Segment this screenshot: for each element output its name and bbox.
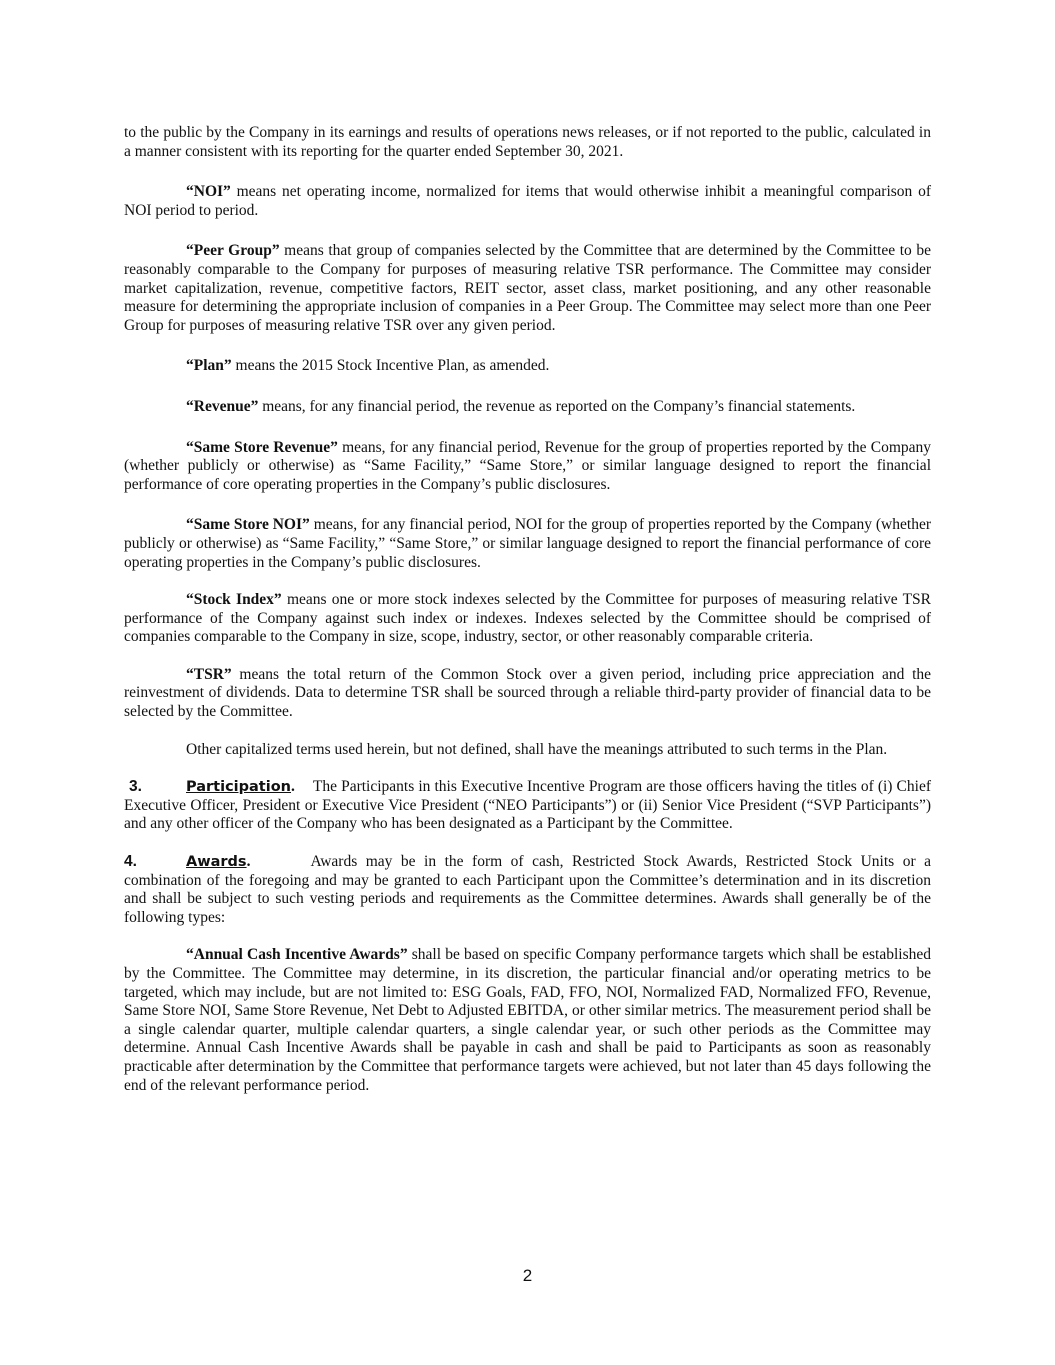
section-number: 4. bbox=[124, 853, 137, 871]
section-3-participation: 3. Participation. The Participants in this Executive Incentive Program are those officers having the titles of (i) Chief Executive Officer, President or Executive Vice President (“NEO Participants”) or (ii) Senior Vice President (“SVP Participants”) and any other officer of the Company who has been designated as a Participant by the Committee. bbox=[124, 778, 931, 833]
definition-revenue bbox=[124, 398, 931, 417]
definition-same-store-revenue bbox=[124, 439, 931, 495]
definition-text: shall be based on specific Company performance targets which shall be established by the Committee. The Committee may determine, in its discretion, the particular financial and/or operating metrics to be targeted, which may include, but are not limited to: ESG Goals, FAD, FFO, NOI, Normalized FAD, Normalized FFO, Revenue, Same Store NOI, Same Store Revenue, Net Debt to Adjusted EBITDA, or other similar metrics. The measurement period shall be a single calendar quarter, multiple calendar quarters, a single calendar year, or such other periods as the Committee may determine. Annual Cash Incentive Awards shall be payable in cash and shall be paid to Participants as soon as reasonably practicable after determination by the Committee that performance targets were achieved, but not later than 45 days following the end of the relevant performance period. bbox=[124, 946, 931, 1094]
definition-text: means net operating income, normalized for items that would otherwise inhibit a meaningful comparison of NOI period to period. bbox=[124, 183, 931, 219]
definition-stock-index bbox=[124, 591, 931, 647]
definition-text: means, for any financial period, NOI for the group of properties reported by the Company (whether publicly or otherwise) as “Same Facility,” “Same Store,” or similar language designed to report the financial performance of core operating properties in the Company’s public disclosures. bbox=[124, 516, 931, 571]
definition-term: “NOI” bbox=[186, 183, 231, 201]
section-text: Awards may be in the form of cash, Restricted Stock Awards, Restricted Stock Units or a combination of the foregoing and may be granted to each Participant upon the Committee’s determination and in its discretion and shall be subject to such vesting periods and requirements as the Committee determines. Awards shall generally be of the following types: bbox=[124, 853, 931, 926]
section-number: 3. bbox=[129, 778, 142, 796]
definition-text: means that group of companies selected by the Committee that are determined by the Committee to be reasonably comparable to the Company for purposes of measuring relative TSR performance. The Committee may consider market capitalization, revenue, competitive factors, REIT sector, asset class, market positioning, and any other reasonable measure for determining the appropriate inclusion of companies in a Peer Group. The Committee may select more than one Peer Group for purposes of measuring relative TSR over any given period. bbox=[124, 242, 931, 334]
definition-plan bbox=[124, 357, 931, 376]
definition-text: means one or more stock indexes selected by the Committee for purposes of measuring relative TSR performance of the Company against such index or indexes. Indexes selected by the Committee should be comprised of companies comparable to the Company in size, scope, industry, sector, or other reasonably comparable criteria. bbox=[124, 591, 931, 646]
definition-tsr bbox=[124, 666, 931, 722]
definition-term: “Same Store NOI” bbox=[186, 516, 310, 534]
definition-term: “TSR” bbox=[186, 665, 232, 683]
section-title: Participation bbox=[186, 779, 291, 796]
definition-text: means, for any financial period, the revenue as reported on the Company’s financial statements. bbox=[258, 397, 856, 415]
section-4-awards: 4. Awards. Awards may be in the form of cash, Restricted Stock Awards, Restricted Stock Units or a combination of the foregoing and may be granted to each Participant upon the Committee’s determination and in its discretion and shall be subject to such vesting periods and requirements as the Committee determines. Awards shall generally be of the following types: bbox=[124, 853, 931, 926]
definition-term: “Plan” bbox=[186, 357, 232, 375]
definition-same-store-noi bbox=[124, 516, 931, 572]
definition-text: means, for any financial period, Revenue for the group of properties reported by the Company (whether publicly or otherwise) as “Same Facility,” “Same Store,” or similar language designed to report the financial performance of core operating properties in the Company’s public disclosures. bbox=[124, 438, 931, 493]
definition-term: “Revenue” bbox=[186, 397, 259, 415]
definition-text: means the 2015 Stock Incentive Plan, as amended. bbox=[231, 357, 550, 375]
other-terms-paragraph: Other capitalized terms used herein, but not defined, shall have the meanings attributed to such terms in the Plan. bbox=[186, 740, 888, 758]
definition-peer-group bbox=[124, 242, 931, 335]
section-text: The Participants in this Executive Incentive Program are those officers having the titles of (i) Chief Executive Officer, President or Executive Vice President (“NEO Participants”) or (ii) Senior Vice President (“SVP Participants”) and any other officer of the Company who has been designated as a Participant by the Committee. bbox=[124, 778, 931, 833]
definition-term: “Peer Group” bbox=[186, 242, 280, 260]
definition-text: means the total return of the Common Stock over a given period, including price appreciation and the reinvestment of dividends. Data to determine TSR shall be sourced through a reliable third-party provider of financial data to be selected by the Committee. bbox=[124, 665, 931, 721]
definition-term: “Annual Cash Incentive Awards” bbox=[186, 946, 408, 964]
definition-noi bbox=[124, 183, 931, 220]
definition-term: “Same Store Revenue” bbox=[186, 438, 338, 456]
document-page bbox=[124, 124, 931, 1095]
section-title: Awards bbox=[186, 854, 247, 871]
annual-cash-incentive-awards bbox=[124, 946, 931, 1095]
intro-paragraph: to the public by the Company in its earnings and results of operations news releases, or if not reported to the public, calculated in a manner consistent with its reporting for the quarter ended September 30, 2021. bbox=[124, 124, 931, 160]
page-number: 2 bbox=[522, 1266, 533, 1285]
definition-term: “Stock Index” bbox=[186, 591, 282, 609]
